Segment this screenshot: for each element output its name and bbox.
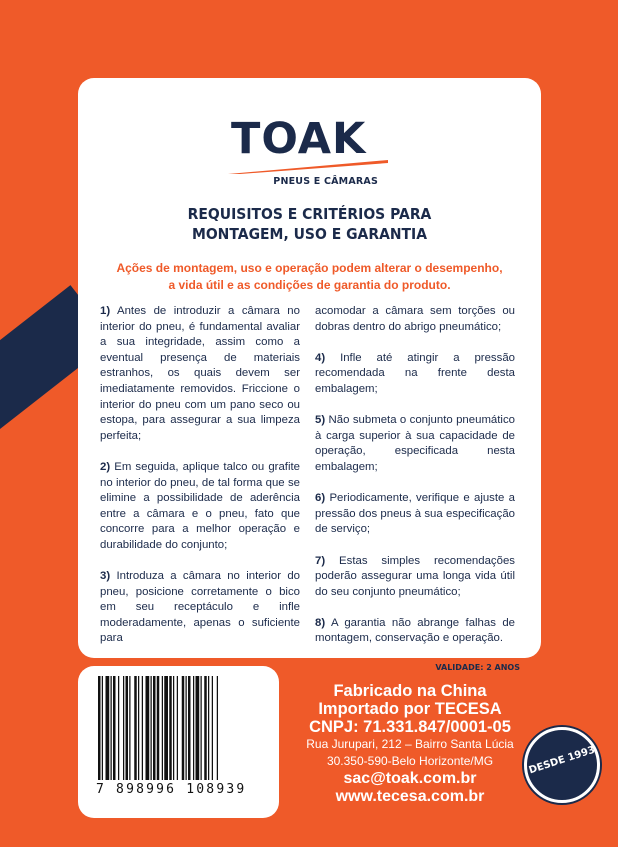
company-info — [295, 682, 525, 806]
logo-subtitle: PNEUS E CÂMARAS — [273, 176, 378, 187]
logo-wordmark: TOAK — [231, 114, 367, 164]
barcode-bar — [188, 676, 191, 780]
barcode-bar — [182, 676, 185, 780]
instruction-item: 4) Infle até atingir a pressão recomendada na frente desta embalagem; — [315, 351, 515, 395]
instruction-item: 7) Estas simples recomendações poderão assegurar uma longa vida útil do seu conjunto pneumático; — [315, 554, 515, 598]
instruction-item: 3) Introduza a câmara no interior do pneu, posicione corretamente o bico em seu receptáculo e infle moderadamente, apenas o suficiente para — [100, 570, 301, 645]
barcode-bar — [102, 676, 103, 780]
instructions-column-right — [315, 304, 515, 663]
barcode-bar — [134, 676, 137, 780]
barcode-bar — [173, 676, 174, 780]
made-in-label: Fabricado na China — [333, 682, 487, 700]
barcode-bar — [113, 676, 116, 780]
barcode-bar — [208, 676, 209, 780]
barcode-bar — [217, 676, 218, 780]
title-line-1: REQUISITOS E CRITÉRIOS PARA — [187, 205, 432, 223]
barcode-bar — [111, 676, 112, 780]
instruction-item: 1) Antes de introduzir a câmara no interior do pneu, é fundamental avaliar a sua integridade, assim como a eventual presença de materiais estranhos, os quais devem ser imediatamente removidos. Friccione o interior do pneu com um pano seco ou estopa, para assegurar a sua limpeza perfeita; — [100, 305, 300, 442]
barcode-bar — [196, 676, 200, 780]
since-1993-seal — [524, 727, 600, 803]
title-line-2: MONTAGEM, USO E GARANTIA — [191, 225, 428, 243]
barcode-bar — [193, 676, 194, 780]
barcode-panel — [78, 666, 279, 818]
subtitle-warning — [78, 260, 541, 294]
validity-label: VALIDADE: 2 ANOS — [435, 663, 520, 672]
barcode-bar — [151, 676, 152, 780]
barcode-bar — [126, 676, 129, 780]
barcode-bar — [129, 676, 130, 780]
barcode-bar — [138, 676, 139, 780]
website-link[interactable]: www.tecesa.com.br — [335, 788, 485, 805]
barcode-bar — [157, 676, 160, 780]
instruction-item: 8) A garantia não abrange falhas de montagem, conservação e operação. — [315, 616, 516, 645]
subtitle-line-1: Ações de montagem, uso e operação podem alterar o desempenho, — [116, 261, 503, 275]
barcode-number: 7 898996 108939 — [96, 782, 247, 797]
instruction-item: 6) Periodicamente, verifique e ajuste a pressão dos pneus à sua especificação de serviço; — [315, 492, 516, 536]
barcode-bar — [106, 676, 110, 780]
barcode-bar — [123, 676, 124, 780]
barcode-bar — [212, 676, 213, 780]
barcode-bar — [169, 676, 172, 780]
barcode-bar — [204, 676, 207, 780]
barcode-bar — [186, 676, 187, 780]
email-link[interactable]: sac@toak.com.br — [343, 770, 477, 787]
barcode-bar — [177, 676, 178, 780]
barcode-bar — [98, 676, 101, 780]
instruction-item: 5) Não submeta o conjunto pneumático à carga superior à sua capacidade de operação, especificada nesta embalagem; — [315, 414, 515, 473]
barcode-bar — [142, 676, 143, 780]
importer-label: Importado por TECESA — [318, 700, 502, 718]
barcode-bar — [153, 676, 156, 780]
page-title — [101, 204, 518, 244]
instruction-item-continued: acomodar a câmara sem torções ou dobras dentro do abrigo pneumático; — [315, 305, 515, 333]
barcode-bar — [146, 676, 150, 780]
logo-swoosh-icon — [228, 160, 388, 174]
seal-text: DESDE 1993 — [527, 744, 597, 777]
toak-logo — [228, 116, 388, 188]
instruction-item: 2) Em seguida, aplique talco ou grafite no interior do pneu, de tal forma que se elimine a possibilidade de aderência entre a câmara e o pneu, fato que concorre para a melhor operação e durabilidade do conjunto; — [100, 460, 300, 551]
address-line-1: Rua Jurupari, 212 – Bairro Santa Lúcia — [306, 737, 514, 751]
address-line-2: 30.350-590-Belo Horizonte/MG — [326, 754, 494, 768]
subtitle-line-2: a vida útil e as condições de garantia do produto. — [168, 278, 451, 292]
barcode-bar — [164, 676, 168, 780]
barcode-icon — [98, 676, 260, 796]
barcode-bar — [118, 676, 119, 780]
barcode-bar — [201, 676, 202, 780]
cnpj-label: CNPJ: 71.331.847/0001-05 — [309, 718, 511, 736]
instructions-column-left — [100, 304, 300, 663]
instructions-card — [78, 78, 541, 658]
barcode-bar — [162, 676, 163, 780]
